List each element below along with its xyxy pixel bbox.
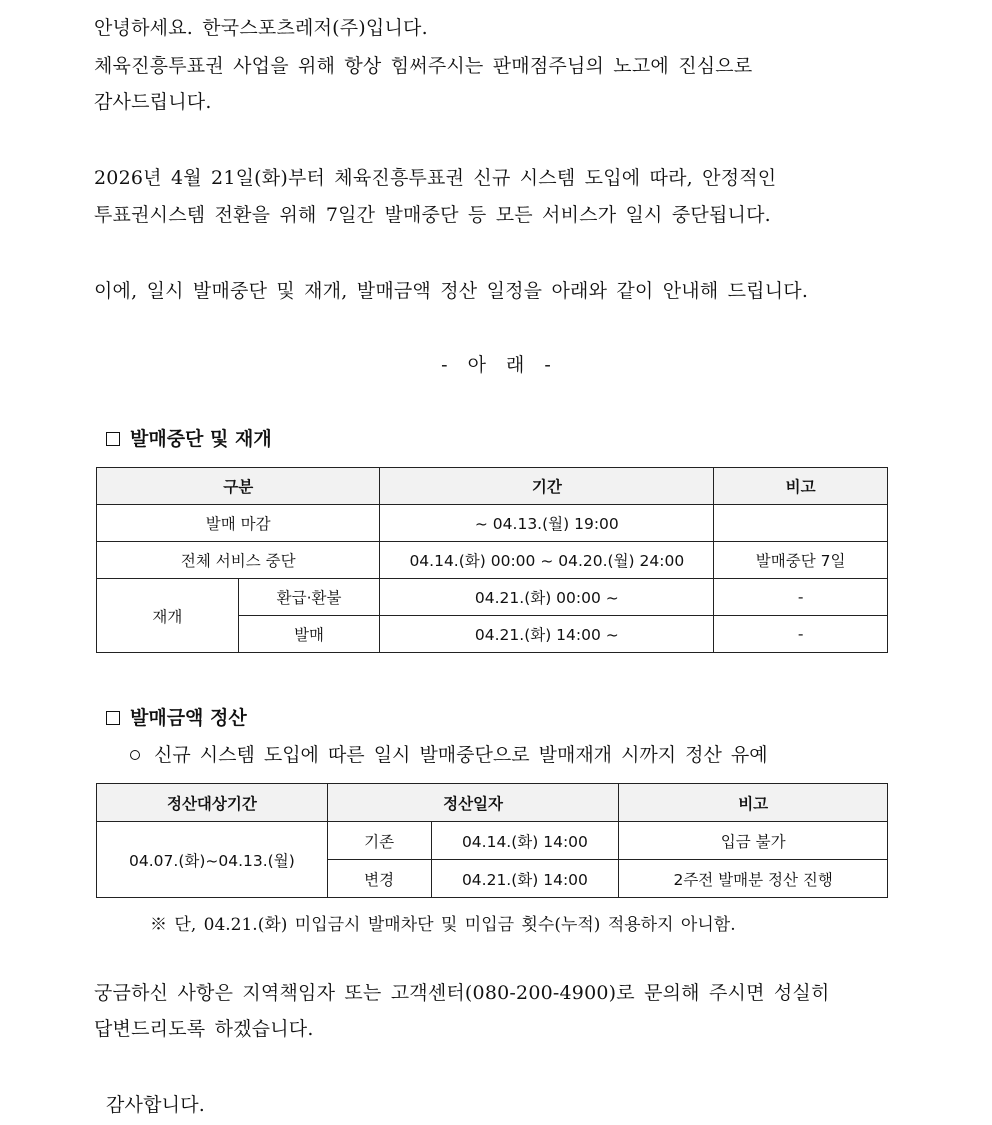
header-category: 구분 (97, 468, 380, 505)
intro-line-2: 체육진흥투표권 사업을 위해 항상 힘써주시는 판매점주님의 노고에 진심으로 (94, 55, 753, 77)
circle-bullet-icon (130, 750, 140, 760)
row-date: 04.21.(화) 14:00 (431, 860, 619, 898)
row-refund-period: 04.21.(화) 00:00 ~ (380, 579, 714, 616)
intro-line-5: 투표권시스템 전환을 위해 7일간 발매중단 등 모든 서비스가 일시 중단됩니다. (94, 204, 771, 226)
row-close-label: 발매 마감 (97, 505, 380, 542)
row-refund-note: - (714, 579, 888, 616)
target-period-value: 04.07.(화)~04.13.(월) (97, 822, 328, 898)
table-header-row (97, 784, 888, 822)
settlement-table (96, 783, 888, 898)
section-stop-resume-heading (106, 427, 272, 451)
table-row (97, 579, 888, 616)
header-note: 비고 (619, 784, 888, 822)
row-close-period: ~ 04.13.(월) 19:00 (380, 505, 714, 542)
row-type: 기존 (327, 822, 431, 860)
stop-resume-table (96, 467, 888, 653)
intro-line-4: 2026년 4월 21일(화)부터 체육진흥투표권 신규 시스템 도입에 따라, 안정적인 (94, 167, 777, 189)
header-period: 기간 (380, 468, 714, 505)
section-settlement-heading (106, 706, 247, 730)
row-sale-note: - (714, 616, 888, 653)
row-stop-note: 발매중단 7일 (714, 542, 888, 579)
square-bullet-icon (106, 432, 120, 446)
row-sale-period: 04.21.(화) 14:00 ~ (380, 616, 714, 653)
row-resume-label: 재개 (97, 579, 239, 653)
ahrae-heading: - 아 래 - (441, 354, 551, 376)
settlement-footnote: ※ 단, 04.21.(화) 미입금시 발매차단 및 미입금 횟수(누적) 적용하지 아니함. (150, 915, 736, 935)
intro-line-6: 이에, 일시 발매중단 및 재개, 발매금액 정산 일정을 아래와 같이 안내해 드립니다. (94, 280, 809, 302)
row-type: 변경 (327, 860, 431, 898)
contact-line-1: 궁금하신 사항은 지역책임자 또는 고객센터(080-200-4900)로 문의해 주시면 성실히 (94, 982, 830, 1004)
intro-line-3: 감사드립니다. (94, 91, 212, 113)
row-refund-label: 환급·환불 (238, 579, 380, 616)
table-header-row (97, 468, 888, 505)
row-close-note (714, 505, 888, 542)
closing-text: 감사합니다. (106, 1094, 206, 1116)
intro-line-1: 안녕하세요. 한국스포츠레저(주)입니다. (94, 17, 428, 39)
section-settlement-title: 발매금액 정산 (130, 707, 247, 729)
row-sale-label: 발매 (238, 616, 380, 653)
square-bullet-icon (106, 711, 120, 725)
header-settlement-date: 정산일자 (327, 784, 619, 822)
table-row (97, 822, 888, 860)
section-stop-resume-title: 발매중단 및 재개 (130, 428, 272, 450)
header-target-period: 정산대상기간 (97, 784, 328, 822)
table-row (97, 505, 888, 542)
settlement-bullet (130, 743, 768, 767)
header-note: 비고 (714, 468, 888, 505)
contact-line-2: 답변드리도록 하겠습니다. (94, 1018, 314, 1040)
table-row (97, 542, 888, 579)
row-date: 04.14.(화) 14:00 (431, 822, 619, 860)
row-note: 입금 불가 (619, 822, 888, 860)
row-stop-label: 전체 서비스 중단 (97, 542, 380, 579)
settlement-bullet-text: 신규 시스템 도입에 따른 일시 발매중단으로 발매재개 시까지 정산 유예 (154, 744, 768, 766)
row-note: 2주전 발매분 정산 진행 (619, 860, 888, 898)
row-stop-period: 04.14.(화) 00:00 ~ 04.20.(월) 24:00 (380, 542, 714, 579)
